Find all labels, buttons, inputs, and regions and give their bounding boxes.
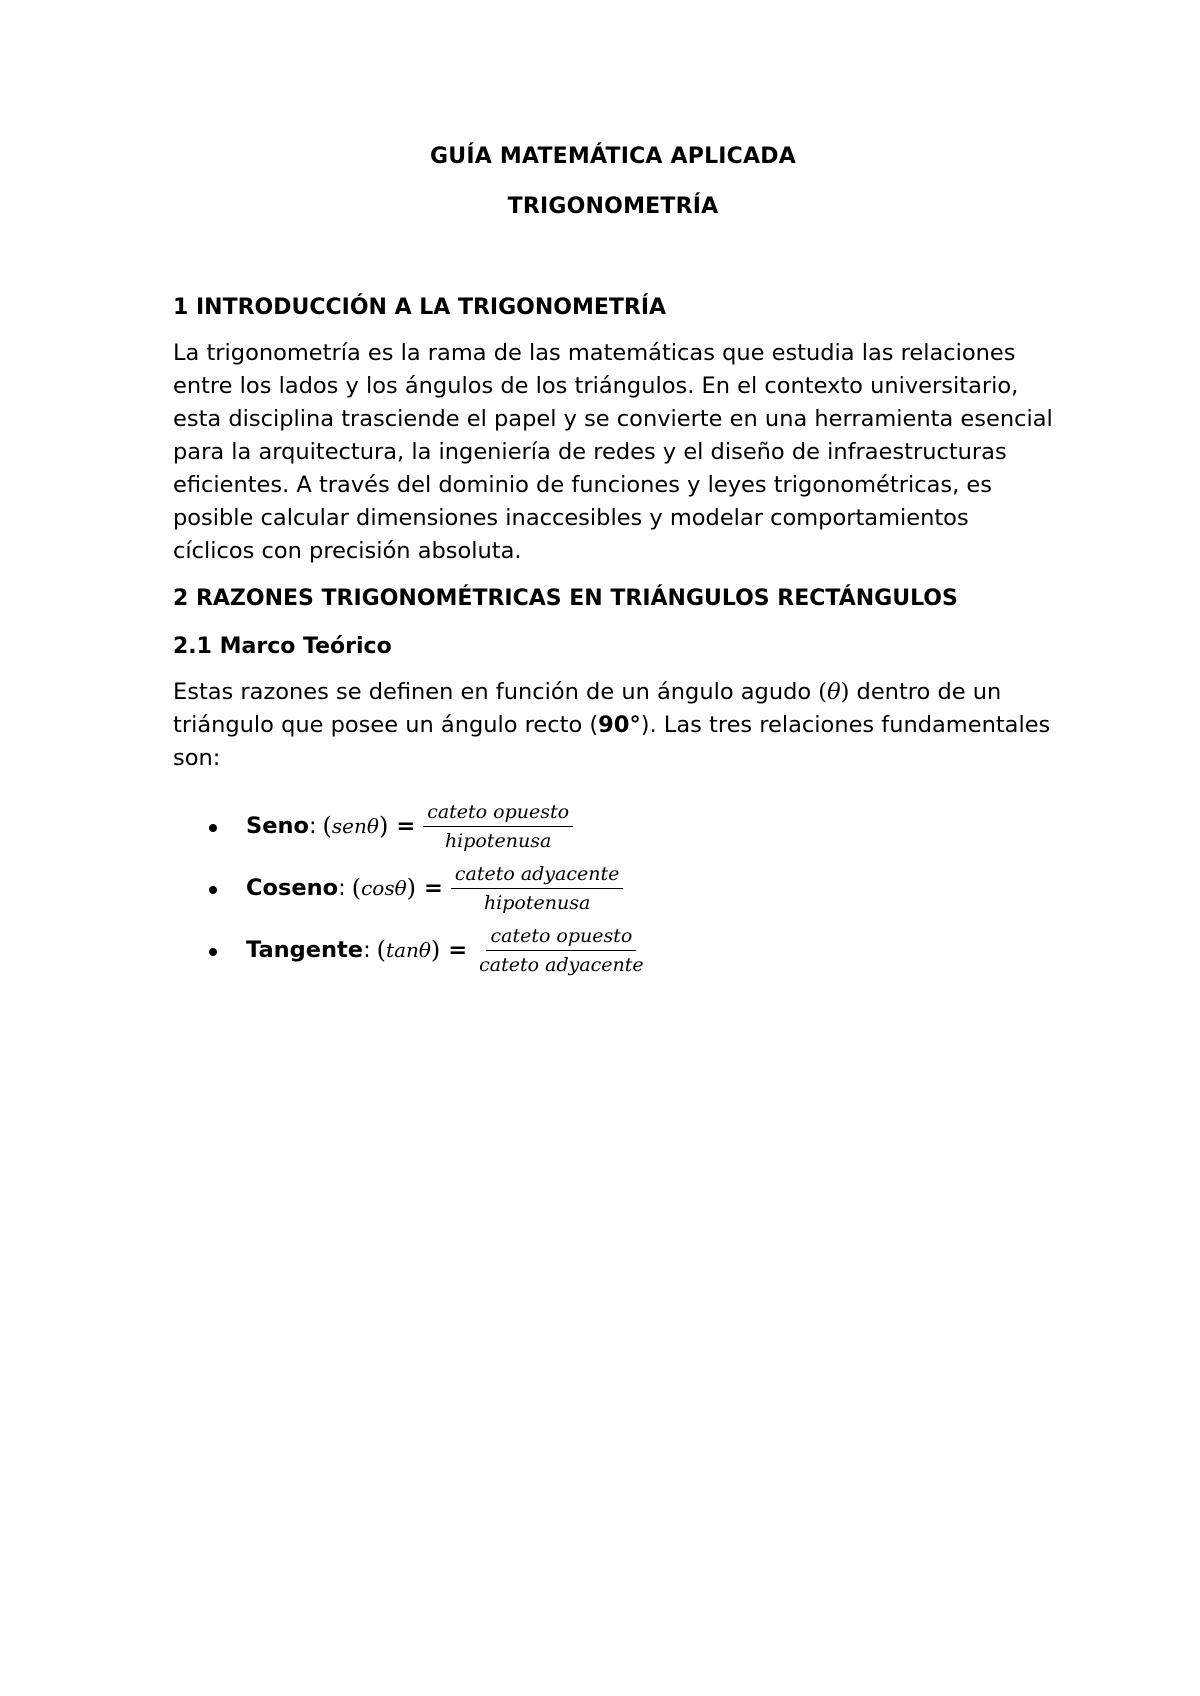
trig-ratios-list [173,795,1053,981]
fraction-numerator: cateto opuesto [423,800,573,827]
subsection-2-1-heading: 2.1 Marco Teórico [173,634,392,659]
bullet-icon [209,948,217,956]
section-1-paragraph: La trigonometría es la rama de las matemáticas que estudia las relaciones entre los lados y los ángulos de los triángulos. En el contexto universitario, esta disciplina trasciende el papel y se convierte en una herramienta esencial para la arquitectura, la ingeniería de redes y el diseño de infraestructuras eficientes. A través del dominio de funciones y leyes trigonométricas, es posible calcular dimensiones inaccesibles y modelar comportamientos cíclicos con precisión absoluta. [173,340,1053,564]
document-title: GUÍA MATEMÁTICA APLICADA [430,144,796,169]
list-item-coseno [173,857,1053,919]
bullet-icon [209,886,217,894]
formula-close-paren: ) [406,874,416,902]
formula-close-paren: ) [378,812,389,840]
ratio-name: Coseno [246,875,339,901]
ratio-name: Tangente [246,937,364,963]
fraction-numerator: cateto opuesto [486,924,636,951]
ratio-fraction [451,862,624,915]
ratio-colon: : [338,875,346,901]
paragraph-text-part-3: ). Las tres relaciones fundamentales son: [173,712,1051,771]
ratio-colon: : [363,937,371,963]
paragraph-text-part-2: dentro de un triángulo que posee un ángulo recto ( [173,679,1002,738]
ratio-name: Seno [246,813,309,839]
fraction-numerator: cateto adyacente [451,862,624,889]
ratio-fraction [475,924,648,977]
bullet-icon [209,824,217,832]
fraction-denominator: hipotenusa [483,891,591,914]
formula-close-paren: ) [430,936,441,964]
document-content [173,140,1053,981]
equals-sign: = [424,875,443,901]
formula-open-paren: ( [322,812,332,840]
fraction-denominator: hipotenusa [444,829,552,852]
theta-symbol: θ [827,679,841,705]
ratio-function: senθ [331,814,379,838]
section-2-heading: 2 RAZONES TRIGONOMÉTRICAS EN TRIÁNGULOS RECTÁNGULOS [173,586,958,611]
equals-sign: = [396,813,416,839]
formula-open-paren: ( [376,936,387,964]
close-paren: ) [840,679,850,705]
list-item-seno [173,795,1053,857]
list-item-tangente [173,919,1053,981]
right-angle-value: 90° [598,712,641,738]
fraction-denominator: cateto adyacente [479,953,644,976]
ratio-function: tanθ [386,938,431,962]
ratio-function: cosθ [361,876,407,900]
paragraph-text-part-1: Estas razones se definen en función de un ángulo agudo [173,679,819,705]
section-2-paragraph [173,676,1053,775]
formula-open-paren: ( [351,874,362,902]
document-subtitle: TRIGONOMETRÍA [507,194,719,219]
ratio-fraction [423,800,573,853]
ratio-colon: : [308,813,317,839]
open-paren: ( [818,679,828,705]
equals-sign: = [448,937,468,963]
section-1-heading: 1 INTRODUCCIÓN A LA TRIGONOMETRÍA [173,295,667,320]
